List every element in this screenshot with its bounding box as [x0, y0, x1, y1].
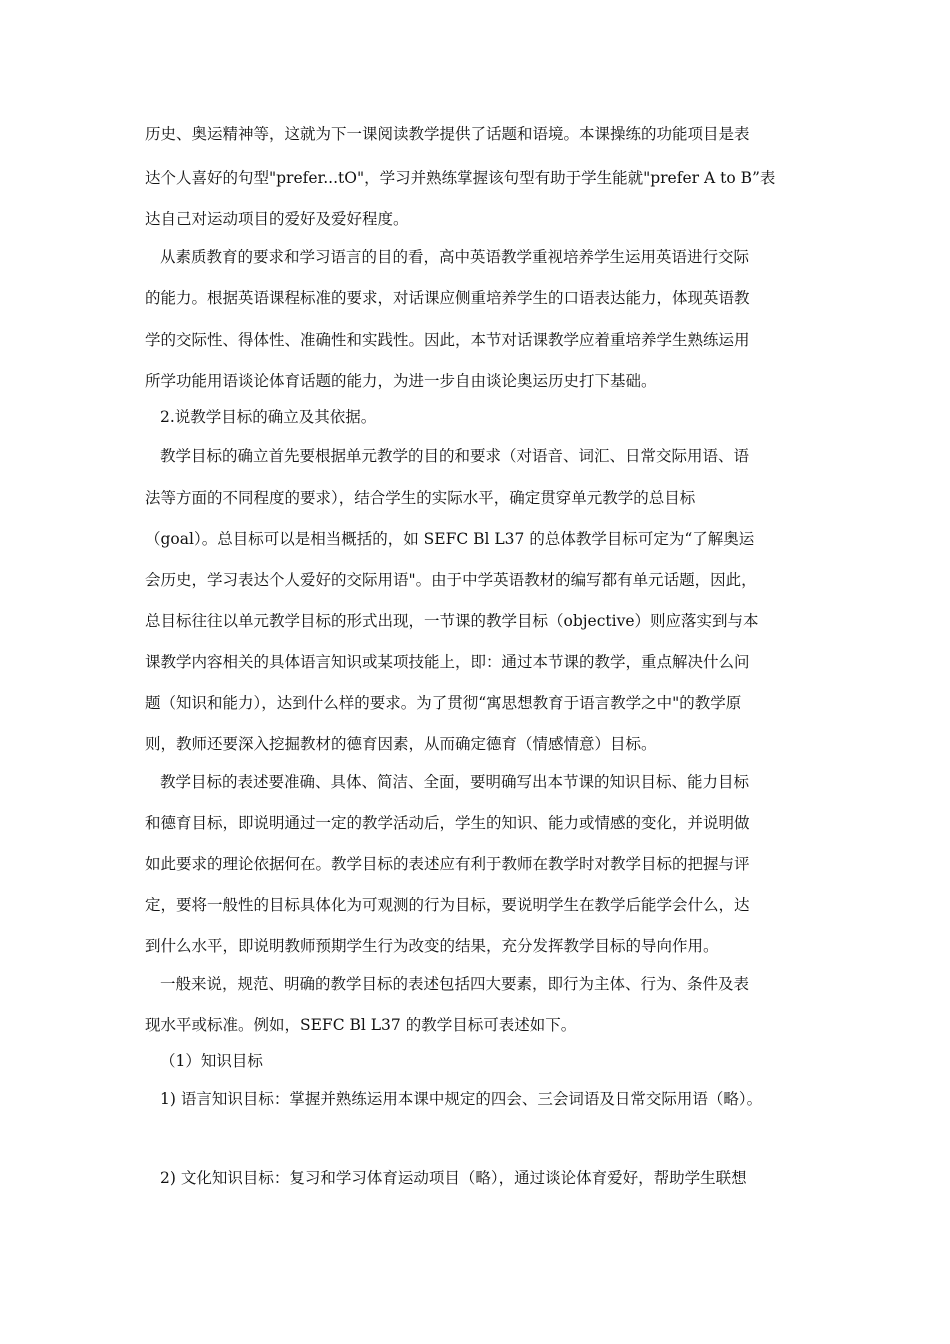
subsection-heading: （1）知识目标: [160, 1052, 263, 1070]
list-item: 1) 语言知识目标：掌握并熟练运用本课中规定的四会、三会词语及日常交际用语（略）。: [160, 1090, 763, 1108]
paragraph-line: 现水平或标准。例如，SEFC Bl L37 的教学目标可表述如下。: [145, 1016, 577, 1034]
paragraph-line: 的能力。根据英语课程标准的要求，对话课应侧重培养学生的口语表达能力，体现英语教: [145, 289, 750, 307]
paragraph-line: 一般来说，规范、明确的教学目标的表述包括四大要素，即行为主体、行为、条件及表: [160, 975, 750, 993]
paragraph-line: 定，要将一般性的目标具体化为可观测的行为目标，要说明学生在教学后能学会什么，达: [145, 896, 750, 914]
paragraph-line: 题（知识和能力），达到什么样的要求。为了贯彻“寓思想教育于语言教学之中"的教学原: [145, 694, 742, 712]
paragraph-line: 如此要求的理论依据何在。教学目标的表述应有利于教师在教学时对教学目标的把握与评: [145, 855, 750, 873]
paragraph-line: 则，教师还要深入挖掘教材的德育因素，从而确定德育（情感情意）目标。: [145, 735, 657, 753]
paragraph-line: 到什么水平，即说明教师预期学生行为改变的结果，充分发挥教学目标的导向作用。: [145, 937, 719, 955]
paragraph-line: 会历史，学习表达个人爱好的交际用语"。由于中学英语教材的编写都有单元话题，因此，: [145, 571, 757, 589]
list-item: 2) 文化知识目标：复习和学习体育运动项目（略），通过谈论体育爱好，帮助学生联想: [160, 1169, 747, 1187]
paragraph-line: 法等方面的不同程度的要求），结合学生的实际水平，确定贯穿单元教学的总目标: [145, 489, 696, 507]
paragraph-line: 历史、奥运精神等，这就为下一课阅读教学提供了话题和语境。本课操练的功能项目是表: [145, 125, 750, 143]
paragraph-line: 和德育目标，即说明通过一定的教学活动后，学生的知识、能力或情感的变化，并说明做: [145, 814, 750, 832]
paragraph-line: 从素质教育的要求和学习语言的目的看，高中英语教学重视培养学生运用英语进行交际: [160, 248, 750, 266]
paragraph-line: 学的交际性、得体性、准确性和实践性。因此，本节对话课教学应着重培养学生熟练运用: [145, 331, 750, 349]
paragraph-line: 所学功能用语谈论体育话题的能力，为进一步自由谈论奥运历史打下基础。: [145, 372, 657, 390]
paragraph-line: 达自己对运动项目的爱好及爱好程度。: [145, 210, 409, 228]
paragraph-line: 总目标往往以单元教学目标的形式出现，一节课的教学目标（objective）则应落实到与本: [145, 612, 759, 630]
paragraph-line: （goal）。总目标可以是相当概括的，如 SEFC Bl L37 的总体教学目标可定为“了解奥运: [145, 530, 755, 548]
section-heading: 2.说教学目标的确立及其依据。: [160, 408, 377, 426]
paragraph-line: 课教学内容相关的具体语言知识或某项技能上，即：通过本节课的教学，重点解决什么问: [145, 653, 750, 671]
paragraph-line: 教学目标的确立首先要根据单元教学的目的和要求（对语音、词汇、日常交际用语、语: [160, 447, 750, 465]
paragraph-line: 教学目标的表述要准确、具体、简洁、全面，要明确写出本节课的知识目标、能力目标: [160, 773, 750, 791]
paragraph-line: 达个人喜好的句型"prefer...tO"，学习并熟练掌握该句型有助于学生能就"prefer A to B”表: [145, 169, 776, 187]
